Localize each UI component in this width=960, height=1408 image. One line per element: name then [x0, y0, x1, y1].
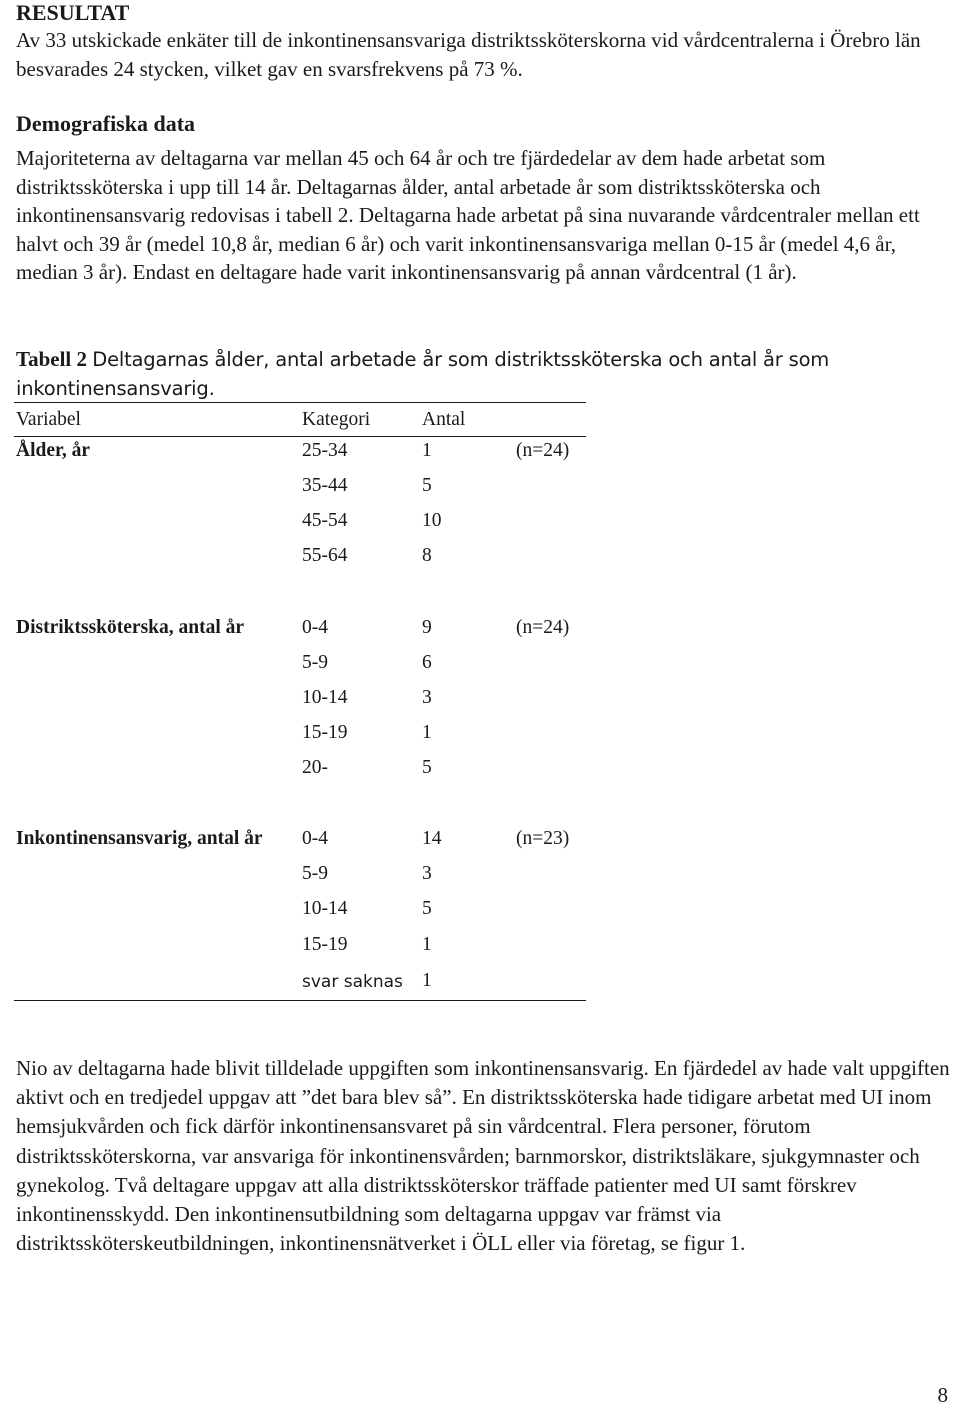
table-row-category: 25-34	[302, 440, 348, 461]
table-row-count: 1	[422, 722, 432, 743]
table-row-count: 3	[422, 863, 432, 884]
table-row-category: 35-44	[302, 475, 348, 496]
table-variable-age: Ålder, år	[16, 440, 91, 461]
table-row-category: 20-	[302, 757, 328, 778]
table-header-rule	[14, 436, 586, 437]
table-row-count: 14	[422, 828, 442, 849]
table-bottom-rule	[14, 1000, 586, 1001]
table-header-category: Kategori	[302, 409, 371, 430]
table-caption-text: Deltagarnas ålder, antal arbetade år som distriktssköterska och antal år som inkontinensansvarig.	[16, 348, 830, 400]
table-row-category: 0-4	[302, 828, 328, 849]
table-row-count: 8	[422, 545, 432, 566]
table-row-category: svar saknas	[302, 972, 403, 992]
table-row-count: 1	[422, 934, 432, 955]
table-caption	[16, 345, 956, 403]
table-row-category: 15-19	[302, 722, 348, 743]
demographics-paragraph: Majoriteterna av deltagarna var mellan 45 och 64 år och tre fjärdedelar av dem hade arbetat som distriktssköterska i upp till 14 år. Deltagarnas ålder, antal arbetade år som distriktssköterska och inkontinensansvarig redovisas i tabell 2. Deltagarna hade arbetat på sina nuvarande vårdcentraler mellan ett halvt och 39 år (medel 10,8 år, median 6 år) och varit inkontinensansvariga mellan 0-15 år (medel 4,6 år, median 3 år). Endast en deltagare hade varit inkontinensansvarig på annan vårdcentral (1 år).	[16, 146, 920, 284]
table-row-category: 10-14	[302, 687, 348, 708]
table-row-count: 1	[422, 970, 432, 991]
table-caption-label: Tabell 2	[16, 347, 87, 371]
table-row-category: 0-4	[302, 617, 328, 638]
table-row-count: 1	[422, 440, 432, 461]
table-row-count: 6	[422, 652, 432, 673]
table-row-count: 3	[422, 687, 432, 708]
table-row-category: 55-64	[302, 545, 348, 566]
intro-paragraph: Av 33 utskickade enkäter till de inkontinensansvariga distriktssköterskorna vid vårdcentralerna i Örebro län besvarades 24 stycken, vilket gav en svarsfrekvens på 73 %.	[16, 28, 921, 81]
table-row-count: 10	[422, 510, 442, 531]
table-row-category: 5-9	[302, 863, 328, 884]
table-header-variable: Variabel	[16, 409, 81, 430]
table-variable-nurse-years: Distriktssköterska, antal år	[16, 617, 245, 638]
table-n-nurse-years: (n=24)	[516, 617, 570, 638]
table-row-category: 10-14	[302, 898, 348, 919]
table-row-count: 5	[422, 475, 432, 496]
table-row-category: 5-9	[302, 652, 328, 673]
table-row-count: 5	[422, 757, 432, 778]
result-heading: RESULTAT	[16, 0, 130, 25]
page-number: 8	[937, 1383, 948, 1407]
table-n-incontinence-years: (n=23)	[516, 828, 570, 849]
table-variable-incontinence-years: Inkontinensansvarig, antal år	[16, 828, 263, 849]
demographics-heading: Demografiska data	[16, 111, 196, 136]
table-header-count: Antal	[422, 409, 466, 430]
table-row-count: 9	[422, 617, 432, 638]
table-row-category: 15-19	[302, 934, 348, 955]
closing-paragraph: Nio av deltagarna hade blivit tilldelade uppgiften som inkontinensansvarig. En fjärdedel av hade valt uppgiften aktivt och en tredjedel uppgav att ”det bara blev så”. En distriktssköterska hade tidigare arbetat med UI inom hemsjukvården och fick därför inkontinensansvaret på sin vårdcentral. Flera personer, förutom distriktssköterskorna, var ansvariga för inkontinensvården; barnmorskor, distriktsläkare, sjukgymnaster och gynekolog. Två deltagare uppgav att alla distriktssköterskor träffade patienter med UI samt förskrev inkontinensskydd. Den inkontinensutbildning som deltagarna uppgav var främst via distriktssköterskeutbildningen, inkontinensnätverket i ÖLL eller via företag, se figur 1.	[16, 1056, 950, 1256]
table-row-category: 45-54	[302, 510, 348, 531]
table-row-count: 5	[422, 898, 432, 919]
table-n-age: (n=24)	[516, 440, 570, 461]
table-top-rule	[14, 402, 586, 403]
